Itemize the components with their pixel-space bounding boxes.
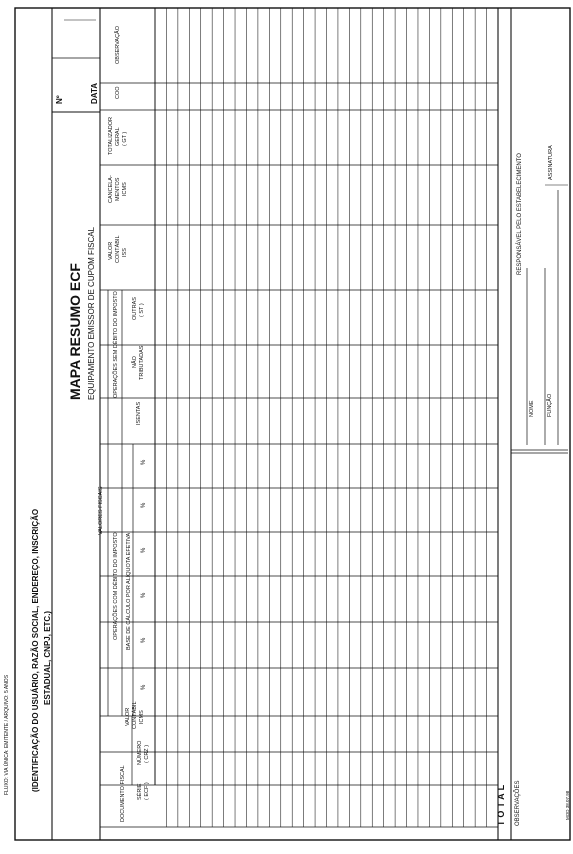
funcao-label: FUNÇÃO <box>547 393 553 417</box>
cancelamentos-l1: CANCELA- <box>108 175 114 203</box>
percent-mark: % <box>141 459 147 465</box>
base-calculo-header: BASE DE CÁLCULO POR ALÍQUOTA EFETIVA <box>126 532 132 650</box>
outras-l1: OUTRAS <box>132 297 138 320</box>
coo-header: COO <box>115 86 121 99</box>
isentas-header: ISENTAS <box>136 401 142 425</box>
nao-tributadas-l2: TRIBUTADAS <box>139 345 145 380</box>
valor-contabil-icms-l2: CONTÁBIL <box>132 701 138 729</box>
total-label: TOTAL <box>496 781 506 826</box>
serie-header: SÉRIE <box>137 783 143 800</box>
totalizador-l2: GERAL <box>115 127 121 146</box>
serie-sub: ( ECF ) <box>144 782 150 800</box>
totalizador-l1: TOTALIZADOR <box>108 117 114 155</box>
nao-tributadas-l1: NÃO <box>132 356 138 368</box>
percent-mark: % <box>141 547 147 553</box>
percent-mark: % <box>141 684 147 690</box>
assinatura-label: ASSINATURA <box>548 145 554 180</box>
valor-contabil-iss-l2: CONTÁBIL <box>115 235 121 263</box>
table-grid <box>15 8 570 840</box>
outras-l2: ( ST ) <box>139 303 145 317</box>
doc-fiscal-header: DOCUMENTO FISCAL <box>120 765 126 822</box>
nome-label: NOME <box>529 400 535 417</box>
date-label: DATA <box>90 82 99 104</box>
observacoes-label: OBSERVAÇÕES <box>515 780 521 826</box>
form-subtitle: EQUIPAMENTO EMISSOR DE CUPOM FISCAL <box>87 226 96 400</box>
form-title: MAPA RESUMO ECF <box>67 263 83 400</box>
percent-marks <box>141 459 147 690</box>
numero-sub: ( CRZ ) <box>144 744 150 763</box>
identification-line-1: (IDENTIFICAÇÃO DO USUÁRIO, RAZÃO SOCIAL, ENDEREÇO, INSCRIÇÃO <box>31 508 40 792</box>
op-sem-debito-header: OPERAÇÕES SEM DÉBITO DO IMPOSTO <box>113 291 119 398</box>
valor-contabil-iss-l3: ISS <box>122 248 128 257</box>
cancelamentos-l3: ICMS <box>122 182 128 196</box>
percent-mark: % <box>141 502 147 508</box>
op-com-debito-header: OPERAÇÕES COM DÉBITO DO IMPOSTO <box>113 532 119 640</box>
totalizador-l3: ( GT ) <box>122 131 128 146</box>
form-code: MOD 38.07.98 <box>565 790 570 820</box>
cancelamentos-l2: MENTOS <box>115 177 121 201</box>
percent-mark: % <box>141 592 147 598</box>
percent-mark: % <box>141 637 147 643</box>
valor-contabil-iss-l1: VALOR <box>108 241 114 260</box>
responsavel-label: RESPONSÁVEL PELO ESTABELECIMENTO <box>517 153 523 275</box>
numero-header: NÚMERO <box>137 740 143 765</box>
valor-contabil-icms-l1: VALOR <box>125 707 131 726</box>
flow-note: FLUXO: VIA ÚNICA: EMITENTE / ARQUIVO: 5 ANOS <box>4 674 10 795</box>
observacao-header: OBSERVAÇÃO <box>115 25 121 64</box>
valores-fiscais-header: VALORES FISCAIS <box>98 486 104 535</box>
identification-line-2: ESTADUAL, CNPJ, ETC.) <box>43 610 52 705</box>
valor-contabil-icms-l3: ICMS <box>139 710 145 724</box>
number-label: Nº <box>55 95 64 104</box>
